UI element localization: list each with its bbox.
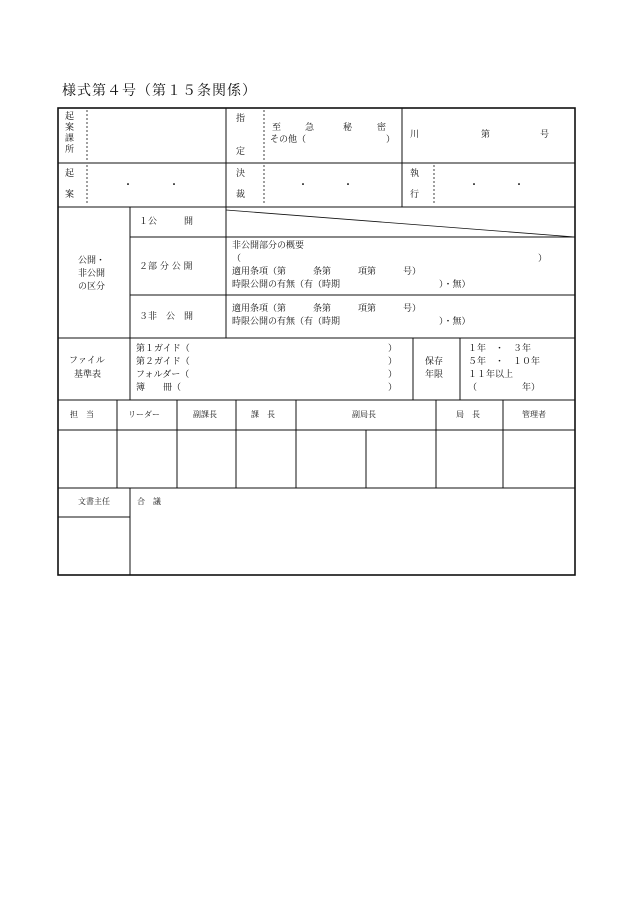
stamp-box-tanto[interactable]	[59, 431, 116, 487]
urgency-himitsu-2[interactable]: 密	[377, 123, 387, 133]
approval-header-fukukacho: 副課長	[193, 410, 217, 419]
kian-ka-char: 所	[65, 145, 75, 155]
retention-label: 保存	[425, 357, 444, 367]
date-dot: ・	[169, 180, 179, 191]
retention-option[interactable]: （ 年）	[468, 383, 541, 393]
kian-ka-char: 案	[65, 123, 75, 133]
urgency-other-label[interactable]: その他（	[270, 135, 307, 145]
kian-ka-input[interactable]	[90, 111, 222, 161]
stamp-box-kanrisha[interactable]	[504, 431, 574, 487]
kessai-char: 裁	[236, 190, 246, 200]
guide-2-label[interactable]: 第２ガイド（	[136, 357, 190, 367]
paren-close: ）	[538, 254, 548, 264]
form-title: 様式第４号（第１５条関係）	[62, 83, 257, 99]
approval-header-kanrisha: 管理者	[522, 410, 546, 419]
kian-ka-char: 起	[65, 112, 75, 122]
approval-header-kyokucho: 局 長	[456, 410, 480, 419]
disclosure-label: 非公開	[78, 269, 106, 279]
doc-number-prefix: 川	[410, 130, 420, 140]
shitei-char: 指	[236, 114, 246, 124]
date-dot: ・	[123, 180, 133, 191]
partial-summary-input[interactable]	[245, 253, 535, 266]
urgency-shikyu-1[interactable]: 至	[272, 123, 282, 133]
approval-header-leader: リーダー	[128, 410, 160, 419]
date-dot: ・	[469, 180, 479, 191]
urgency-shikyu-2[interactable]: 急	[305, 123, 315, 133]
stamp-box-kyokucho[interactable]	[437, 431, 502, 487]
register-label[interactable]: 簿 冊（	[136, 383, 182, 393]
doc-number-input[interactable]	[420, 112, 570, 160]
guide-close: ）	[388, 357, 398, 367]
gogi-area[interactable]	[131, 510, 574, 574]
kian-ka-char: 課	[65, 134, 75, 144]
timed-disclosure[interactable]: 時限公開の有無（有（時期 ）・無）	[232, 280, 471, 290]
doc-number-suffix: 号	[540, 130, 550, 140]
applied-clause[interactable]: 適用条項（第 条第 項第 号）	[232, 304, 422, 314]
approval-header-fukukyokucho: 副局長	[352, 410, 376, 419]
paren-open: （	[232, 254, 242, 264]
date-dot: ・	[343, 180, 353, 191]
bunsho-shunin-label: 文書主任	[78, 497, 110, 506]
disclosure-option-public[interactable]: １公 開	[139, 217, 194, 227]
disclosure-label: の区分	[78, 282, 106, 292]
retention-option[interactable]: １年 ・ ３年	[468, 344, 532, 354]
timed-disclosure[interactable]: 時限公開の有無（有（時期 ）・無）	[232, 317, 471, 327]
guide-close: ）	[388, 370, 398, 380]
retention-label: 年限	[425, 370, 444, 380]
shikko-char: 執	[410, 169, 420, 179]
gogi-label: 合 議	[137, 497, 161, 506]
disclosure-option-partial[interactable]: ２部 分 公 開	[139, 262, 193, 272]
kian-date-input[interactable]	[90, 166, 222, 204]
kessai-date-input[interactable]	[267, 166, 399, 204]
stamp-box-kacho[interactable]	[237, 431, 295, 487]
kian-char: 案	[65, 190, 75, 200]
partial-summary-label: 非公開部分の概要	[232, 241, 305, 251]
applied-clause[interactable]: 適用条項（第 条第 項第 号）	[232, 267, 422, 277]
approval-header-tanto: 担 当	[70, 410, 94, 419]
folder-label[interactable]: フォルダー（	[136, 370, 190, 380]
urgency-other-close: ）	[386, 135, 396, 145]
approval-header-kacho: 課 長	[251, 410, 275, 419]
disclosure-label: 公開・	[78, 256, 106, 266]
disclosure-option-private[interactable]: ３非 公 開	[139, 312, 194, 322]
urgency-himitsu-1[interactable]: 秘	[343, 123, 353, 133]
guide-1-label[interactable]: 第１ガイド（	[136, 344, 190, 354]
stamp-box-leader[interactable]	[118, 431, 176, 487]
retention-option[interactable]: １１年以上	[468, 370, 514, 380]
stamp-box-fukukyokucho-2[interactable]	[367, 431, 435, 487]
shikko-char: 行	[410, 190, 420, 200]
date-dot: ・	[298, 180, 308, 191]
stamp-box-fukukacho[interactable]	[178, 431, 235, 487]
date-dot: ・	[514, 180, 524, 191]
file-label: ファイル	[69, 356, 105, 366]
stamp-box-fukukyokucho-1[interactable]	[297, 431, 365, 487]
bunsho-shunin-stamp[interactable]	[59, 518, 129, 574]
shitei-char: 定	[236, 147, 246, 157]
kessai-char: 決	[236, 169, 246, 179]
doc-number-mid: 第	[481, 130, 491, 140]
file-label: 基準表	[74, 370, 102, 380]
shikko-date-input[interactable]	[437, 166, 571, 204]
retention-option[interactable]: ５年 ・ １０年	[468, 357, 541, 367]
guide-close: ）	[388, 383, 398, 393]
guide-close: ）	[388, 344, 398, 354]
kian-char: 起	[65, 169, 75, 179]
